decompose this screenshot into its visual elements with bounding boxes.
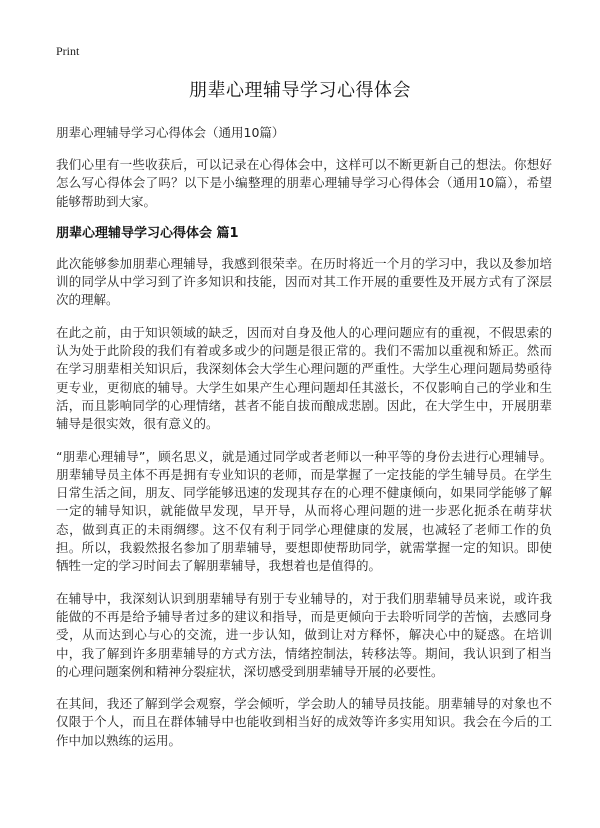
page-title: 朋辈心理辅导学习心得体会 — [189, 80, 411, 101]
body-paragraph-5: 在其间，我还了解到学会观察，学会倾听，学会助人的辅导员技能。朋辈辅导的对象也不仅限于个人，而且在群体辅导中也能收到相当好的成效等许多实用知识。我会在今后的工作中加以熟练的运用。 — [56, 696, 552, 748]
body-paragraph-3: “朋辈心理辅导”，顾名思义，就是通过同学或者老师以一种平等的身份去进行心理辅导。朋辈辅导员主体不再是拥有专业知识的老师，而是掌握了一定技能的学生辅导员。在学生日常生活之间，朋友、同学能够迅速的发现其存在的心理不健康倾向，如果同学能够了解一定的辅导知识，就能做早发现，早开导，从而将心理问题的进一步恶化扼杀在萌芽状态，做到真正的未雨绸缪。这不仅有利于同学心理健康的发展，也减轻了老师工作的负担。所以，我毅然报名参加了朋辈辅导，要想即使帮助同学，就需掌握一定的知识。即使牺牲一定的学习时间去了解朋辈辅导，我想着也是值得的。 — [56, 448, 552, 574]
print-link[interactable]: Print — [56, 44, 80, 58]
article-body — [56, 124, 552, 764]
body-paragraph-2: 在此之前，由于知识领域的缺乏，因而对自身及他人的心理问题应有的重视，不假思索的认为处于此阶段的我们有着或多或少的问题是很正常的。我们不需加以重视和矫正。然而在学习朋辈相关知识后，我深刻体会大学生心理问题的严重性。大学生心理问题局势亟待更专业，更彻底的辅导。大学生如果产生心理问题却任其滋长，不仅影响自己的学业和生活，而且影响同学的心理情绪，甚者不能自拔而酿成悲剧。因此，在大学生中，开展朋辈辅导是很实效，很有意义的。 — [56, 324, 552, 432]
intro-paragraph: 我们心里有一些收获后，可以记录在心得体会中，这样可以不断更新自己的想法。你想好怎么写心得体会了吗？以下是小编整理的朋辈心理辅导学习心得体会（通用10篇），希望能够帮助到大家。 — [56, 157, 552, 209]
body-paragraph-4: 在辅导中，我深刻认识到朋辈辅导有别于专业辅导的，对于我们朋辈辅导员来说，或许我能做的不再是给予辅导者过多的建议和指导，而是更倾向于去聆听同学的苦恼，去感同身受，从而达到心与心的交流，进一步认知，做到让对方释怀，解决心中的疑惑。在培训中，我了解到许多朋辈辅导的方式方法，情绪控制法，转移法等。期间，我认识到了相当的心理问题案例和精神分裂症状，深切感受到朋辈辅导开展的必要性。 — [56, 590, 552, 679]
section-heading: 朋辈心理辅导学习心得体会 篇1 — [56, 225, 239, 241]
article-subtitle: 朋辈心理辅导学习心得体会（通用10篇） — [56, 125, 285, 140]
body-paragraph-1: 此次能够参加朋辈心理辅导，我感到很荣幸。在历时将近一个月的学习中，我以及参加培训的同学从中学习到了许多知识和技能，因而对其工作开展的重要性及开展方式有了深层次的理解。 — [56, 255, 552, 308]
